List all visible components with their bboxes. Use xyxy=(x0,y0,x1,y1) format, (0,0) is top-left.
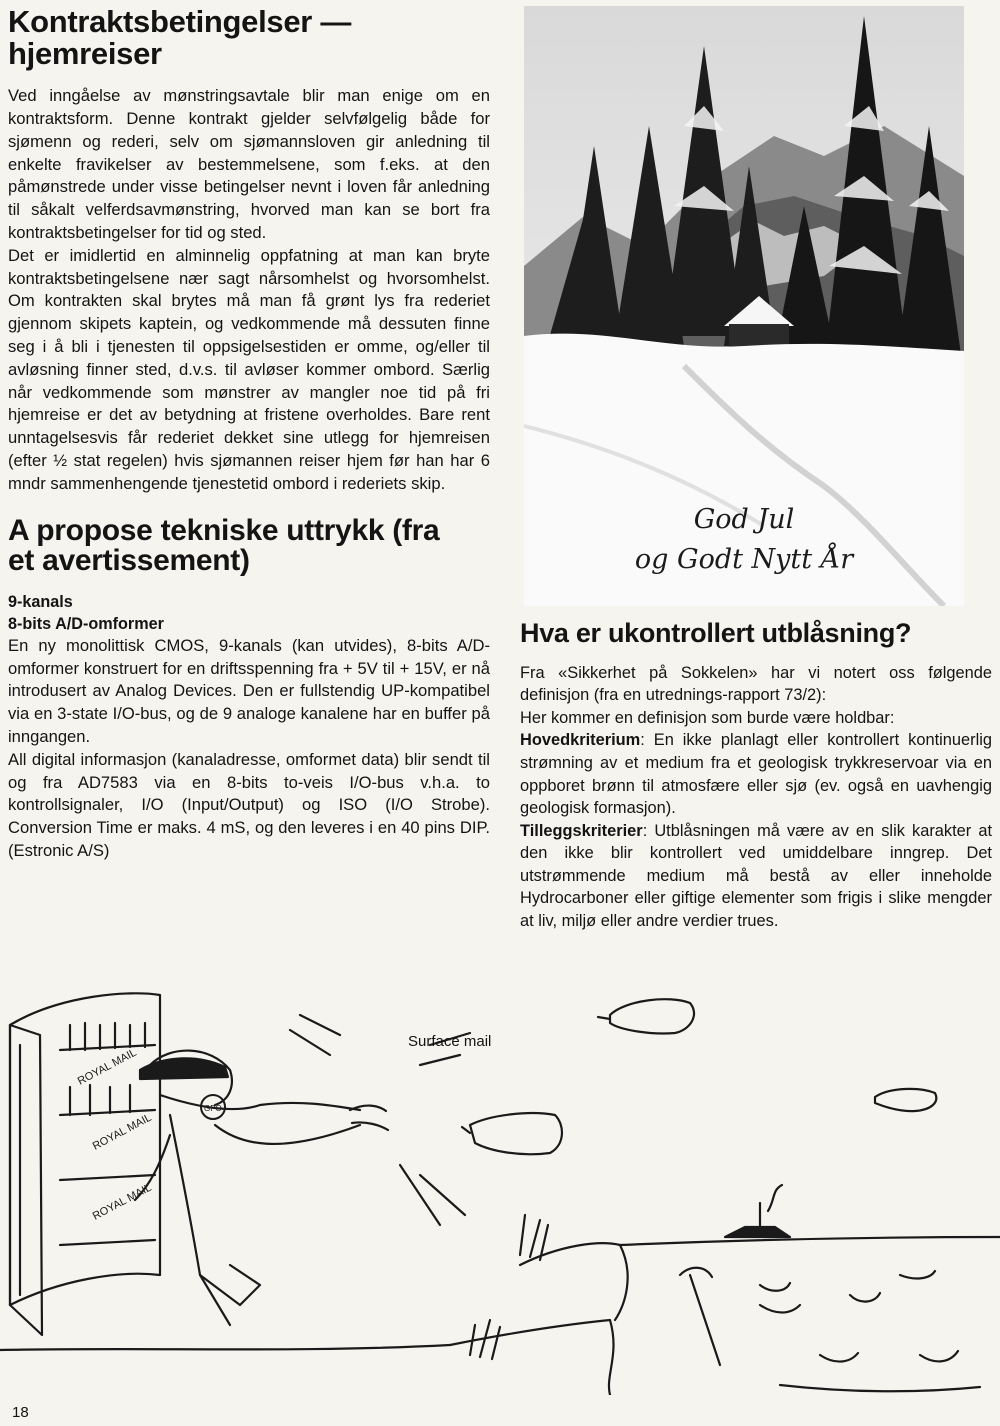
crate-sign-2: ROYAL MAIL xyxy=(90,1111,154,1153)
article-contract-title xyxy=(8,6,490,69)
caption-line-1: God Jul xyxy=(693,504,795,535)
main-criterion-text: : En ikke planlagt eller kontrollert kontinuerlig strømning av et medium fra et geologisk trykkreservoar via en oppboret brønn til atmosfære eller sjø (ev. også en uavhengig geologisk formasjon). xyxy=(520,731,992,818)
photo-caption xyxy=(524,500,964,580)
article-blowout-main-criterion xyxy=(520,729,992,819)
caption-line-2: og Godt Nytt År xyxy=(634,544,854,575)
article-blowout-intro-2: Her kommer en definisjon som burde være holdbar: xyxy=(520,708,895,727)
article-terms-title-line1: A propose tekniske uttrykk (fra xyxy=(8,513,440,547)
article-contract-title-line2: hjemreiser xyxy=(8,35,162,71)
article-terms-paragraph-2: All digital informasjon (kanaladresse, omformet data) blir sendt til og fra AD7583 via en 8-bits to-veis I/O-bus v.h.a. to kontrollsignaler, I/O (Input/Output) og ISO (I/O Strobe). Conversion Time er maks. 4 mS, og den leveres i en 40 pins DIP. (Estronic A/S) xyxy=(8,749,490,860)
crate-sign-3: ROYAL MAIL xyxy=(90,1181,154,1223)
extra-criteria-text: : Utblåsningen må være av en slik karakter at den ikke blir kontrollert ved umiddelbare inngrep. Det utstrømmende medium må bestå av eller inneholde Hydrocarboner eller giftige elementer som frigis i slike mengder at liv, miljø eller andre verdier trues. xyxy=(520,821,992,931)
main-criterion-label: Hovedkriterium xyxy=(520,731,641,750)
article-contract-paragraph-2: Det er imidlertid en alminnelig oppfatning at man kan bryte kontraktsbetingelsene nær sagt nårsomhelst og hvorsomhelst. Om kontrakten skal brytes må man få grønt lys fra rederiet gjennom skipets kaptein, og vedkommende må dessuten finne seg i å bli i tjenesten til oppsigelsestiden er omme, og/eller til avløsning finner sted, d.v.s. til avløser kommer ombord. Særlig når vedkommende som mønstrer av mangler noe tid på fri hjemreise er det av betydning at fristene overholdes. Bare rent unntagelsesvis får rederiet dekket sine utlegg for hjemreisen (efter ½ stat regelen) hvis sjømannen reiser hjem før han har 6 mndr sammenhengende tjenestetid ombord i rederiets skip. xyxy=(8,245,490,493)
postman-badge: GPO xyxy=(204,1104,222,1113)
cartoon-drawing xyxy=(0,975,1000,1395)
extra-criteria-label: Tilleggskriterier xyxy=(520,821,643,840)
winter-landscape-photo xyxy=(524,6,964,606)
article-blowout-extra-criteria xyxy=(520,820,992,933)
article-blowout-body xyxy=(520,662,992,933)
crate-sign-1: ROYAL MAIL xyxy=(75,1046,139,1088)
article-blowout-title: Hva er ukontrollert utblåsning? xyxy=(520,618,912,648)
left-column xyxy=(8,6,490,863)
article-terms-title xyxy=(8,513,490,578)
page-number: 18 xyxy=(12,1404,29,1421)
article-blowout-intro: Fra «Sikkerhet på Sokkelen» har vi notert oss følgende definisjon (fra en utrednings-rapport 73/2): xyxy=(520,663,992,705)
article-contract-paragraph-1: Ved inngåelse av mønstringsavtale blir man enige om en kontraktsform. Denne kontrakt gjelder selvfølgelig både for sjømenn og rederi, selv om sjømannsloven gir anledning til enkelte fravikelser av bestemmelsene, som f.eks. at den påmønstrede under visse betingelser nevnt i loven får anledning til såkalt velferdsavmønstring, hvorved man kan se bort fra kontraktsbetingelser for tid og sted. xyxy=(8,86,490,242)
surface-mail-cartoon xyxy=(0,975,1000,1395)
cartoon-label: Surface mail xyxy=(408,1033,492,1050)
article-terms-subheading-1: 9-kanals xyxy=(8,592,73,611)
right-column xyxy=(520,620,992,933)
article-terms-subheading-2: 8-bits A/D-omformer xyxy=(8,614,164,633)
article-terms-paragraph-1: En ny monolittisk CMOS, 9-kanals (kan utvides), 8-bits A/D-omformer konstruert for en driftsspenning fra + 5V til + 15V, er nå introdusert av Analog Devices. Den er fullstendig UP-kompatibel via en 3-state I/O-bus, og de 9 analoge kanalene har en buffer på inngangen. xyxy=(8,635,490,746)
article-terms-title-line2: et avertissement) xyxy=(8,544,250,578)
article-contract-title-line1: Kontraktsbetingelser — xyxy=(8,4,352,39)
